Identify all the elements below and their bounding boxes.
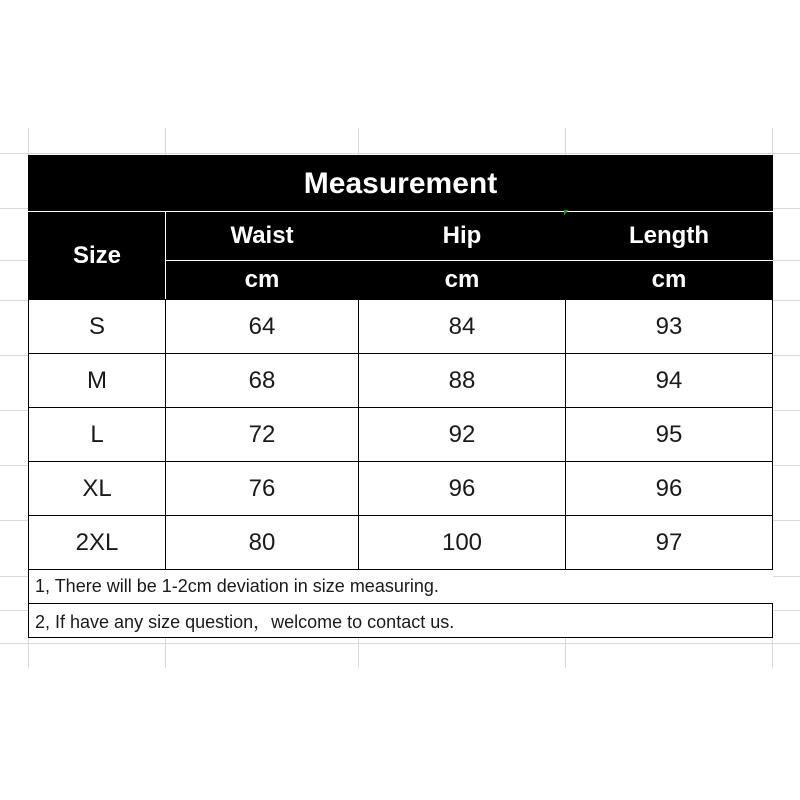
hip-cell: 92 (359, 408, 566, 462)
length-cell: 94 (566, 354, 773, 408)
header-row (29, 212, 773, 261)
length-cell: 96 (566, 462, 773, 516)
table-row (29, 408, 773, 462)
measurement-table (28, 155, 773, 638)
length-cell: 97 (566, 516, 773, 570)
waist-cell: 72 (166, 408, 359, 462)
size-cell: 2XL (29, 516, 166, 570)
length-cell: 95 (566, 408, 773, 462)
note-deviation: 1, There will be 1-2cm deviation in size measuring. (29, 570, 773, 604)
note-contact: 2, If have any size question，welcome to contact us. (29, 604, 773, 638)
waist-unit: cm (166, 261, 359, 300)
hip-unit: cm (359, 261, 566, 300)
size-header: Size (29, 212, 166, 300)
waist-cell: 76 (166, 462, 359, 516)
waist-header: Waist (166, 212, 359, 261)
waist-cell: 80 (166, 516, 359, 570)
size-cell: S (29, 300, 166, 354)
note-row (29, 604, 773, 638)
hip-header: Hip (359, 212, 566, 261)
hip-cell: 88 (359, 354, 566, 408)
hip-cell: 84 (359, 300, 566, 354)
note-row (29, 570, 773, 604)
waist-cell: 68 (166, 354, 359, 408)
table-row (29, 462, 773, 516)
table-row (29, 516, 773, 570)
length-header: Length (566, 212, 773, 261)
length-cell: 93 (566, 300, 773, 354)
table-row (29, 354, 773, 408)
hip-cell: 96 (359, 462, 566, 516)
table-title: Measurement (29, 156, 773, 212)
hip-cell: 100 (359, 516, 566, 570)
table-row (29, 300, 773, 354)
size-cell: M (29, 354, 166, 408)
size-cell: L (29, 408, 166, 462)
size-cell: XL (29, 462, 166, 516)
waist-cell: 64 (166, 300, 359, 354)
length-unit: cm (566, 261, 773, 300)
title-row (29, 156, 773, 212)
cell-comment-marker (564, 210, 569, 215)
